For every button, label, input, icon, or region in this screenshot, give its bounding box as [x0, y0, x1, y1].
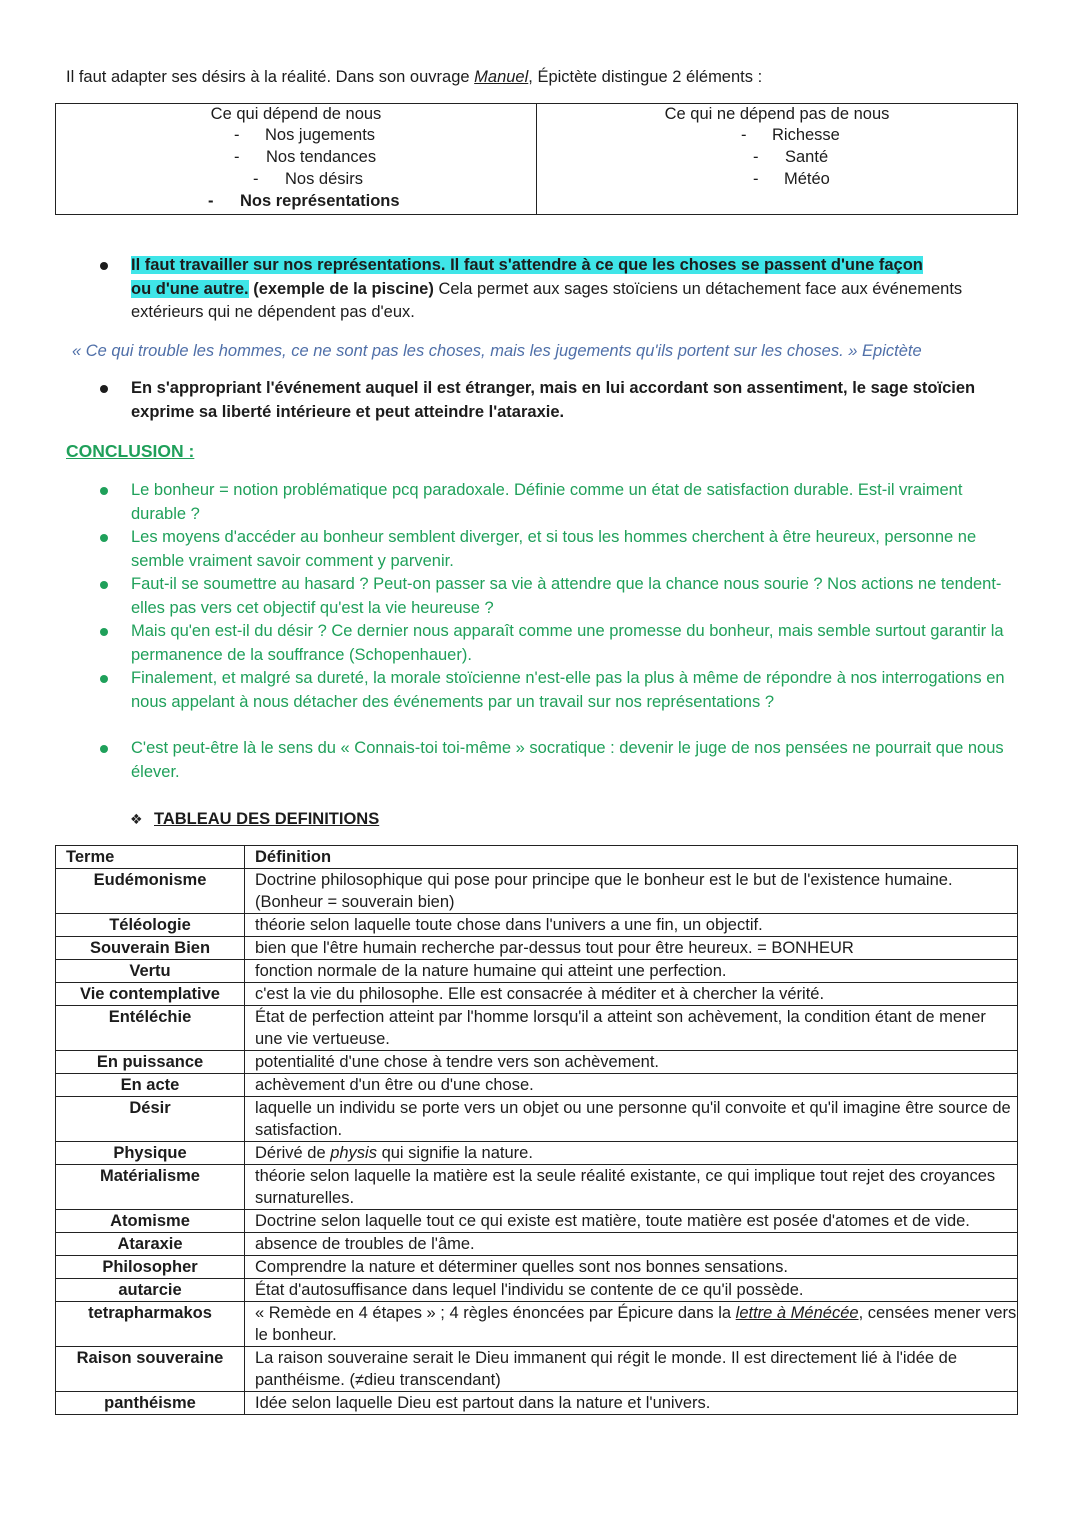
- conclusion-item: Finalement, et malgré sa dureté, la morale stoïcienne n'est-elle pas la plus à même de répondre à nos interrogations en nous appelant à nous détacher des événements par un travail sur nos représentations ?: [131, 669, 1005, 711]
- term-cell: Désir: [56, 1097, 245, 1142]
- term-cell: Physique: [56, 1142, 245, 1165]
- table-row: [56, 1006, 1018, 1051]
- definition-cell: La raison souveraine serait le Dieu immanent qui régit le monde. Il est directement lié à l'idée de panthéisme. (≠dieu transcendant): [245, 1347, 1018, 1392]
- bullet-representations: [131, 254, 1021, 325]
- bullet-ataraxie: En s'appropriant l'événement auquel il est étranger, mais en lui accordant son assentiment, le sage stoïcien exprime sa liberté intérieure et peut atteindre l'ataraxie.: [131, 379, 976, 421]
- definition-cell: Doctrine philosophique qui pose pour principe que le bonheur est le but de l'existence humaine. (Bonheur = souverain bien): [245, 869, 1018, 914]
- bullet-dot: [100, 385, 108, 393]
- definition-cell: Comprendre la nature et déterminer quelles sont nos bonnes sensations.: [245, 1256, 1018, 1279]
- table-row: [56, 983, 1018, 1006]
- example-text: (exemple de la piscine): [248, 279, 434, 298]
- not-depend-item: - Santé: [753, 148, 829, 166]
- term-cell: Téléologie: [56, 914, 245, 937]
- definition-cell: laquelle un individu se porte vers un objet ou une personne qu'il convoite et qu'il imagine être source de satisfaction.: [245, 1097, 1018, 1142]
- not-depend-item: - Météo: [753, 170, 830, 188]
- term-cell: Raison souveraine: [56, 1347, 245, 1392]
- definition-cell: c'est la vie du philosophe. Elle est consacrée à méditer et à chercher la vérité.: [245, 983, 1018, 1006]
- term-cell: Entéléchie: [56, 1006, 245, 1051]
- depend-item: - Nos représentations: [208, 192, 400, 210]
- conclusion-item: Mais qu'en est-il du désir ? Ce dernier nous apparaît comme une promesse du bonheur, mais semble surtout garantir la permanence de la souffrance (Schopenhauer).: [131, 622, 1004, 664]
- term-cell: En puissance: [56, 1051, 245, 1074]
- conclusion-item: Faut-il se soumettre au hasard ? Peut-on passer sa vie à attendre que la chance nous sourie ? Nos actions ne tendent-elles pas vers cet objectif qu'est la vie heureuse ?: [131, 575, 1002, 617]
- epictete-quote: « Ce qui trouble les hommes, ce ne sont pas les choses, mais les jugements qu'ils portent sur les choses. » Epictète: [72, 342, 922, 360]
- lettre-menecee-title: lettre à Ménécée: [735, 1304, 859, 1322]
- table-row: [56, 1392, 1018, 1415]
- table-row: [56, 1347, 1018, 1392]
- term-cell: panthéisme: [56, 1392, 245, 1415]
- bullet-dot: [100, 628, 108, 636]
- definitions-table: [55, 845, 1018, 1415]
- term-cell: Vertu: [56, 960, 245, 983]
- definition-cell: Idée selon laquelle Dieu est partout dans la nature et l'univers.: [245, 1392, 1018, 1415]
- book-title: Manuel: [474, 68, 529, 86]
- not-depend-column: [537, 104, 1018, 215]
- header-term: Terme: [56, 846, 245, 869]
- highlight-text: Il faut travailler sur nos représentations. Il faut s'attendre à ce que les choses se passent d'une façon: [131, 256, 923, 274]
- table-row: [56, 1279, 1018, 1302]
- table-row: [56, 1210, 1018, 1233]
- bullet-dot: [100, 675, 108, 683]
- term-cell: En acte: [56, 1074, 245, 1097]
- depend-item: - Nos tendances: [234, 148, 377, 166]
- depend-column: [56, 104, 537, 215]
- table-row: [56, 1165, 1018, 1210]
- conclusion-item: Le bonheur = notion problématique pcq paradoxale. Définie comme un état de satisfaction durable. Est-il vraiment durable ?: [131, 481, 963, 523]
- bullet-dot: [100, 745, 108, 753]
- definition-cell: théorie selon laquelle toute chose dans l'univers a une fin, un objectif.: [245, 914, 1018, 937]
- diamond-bullet-icon: ❖: [130, 811, 143, 827]
- definition-cell: achèvement d'un être ou d'une chose.: [245, 1074, 1018, 1097]
- definition-cell: Doctrine selon laquelle tout ce qui existe est matière, toute matière est posée d'atomes et de vide.: [245, 1210, 1018, 1233]
- table-row: [56, 914, 1018, 937]
- table-row: [56, 869, 1018, 914]
- definition-cell: État de perfection atteint par l'homme lorsqu'il a atteint son achèvement, la condition étant de mener une vie vertueuse.: [245, 1006, 1018, 1051]
- depend-item: - Nos désirs: [253, 170, 363, 188]
- term-cell: Vie contemplative: [56, 983, 245, 1006]
- not-depend-header: Ce qui ne dépend pas de nous: [664, 105, 890, 123]
- bullet-dot: [100, 262, 108, 270]
- definition-cell: théorie selon laquelle la matière est la seule réalité existante, ce qui implique tout rejet des croyances surnaturelles.: [245, 1165, 1018, 1210]
- term-cell: Matérialisme: [56, 1165, 245, 1210]
- definition-cell: fonction normale de la nature humaine qui atteint une perfection.: [245, 960, 1018, 983]
- intro-paragraph: [66, 66, 762, 88]
- table-row: [56, 960, 1018, 983]
- term-cell: Atomisme: [56, 1210, 245, 1233]
- definition-cell: État d'autosuffisance dans lequel l'individu se contente de ce qu'il possède.: [245, 1279, 1018, 1302]
- header-definition: Définition: [245, 846, 1018, 869]
- bullet-rest-text: Cela permet aux sages stoïciens un détachement face aux événements extérieurs qui ne dépendent pas d'eux.: [131, 279, 963, 321]
- table-row: [56, 1074, 1018, 1097]
- not-depend-item: - Richesse: [741, 126, 840, 144]
- definition-cell: absence de troubles de l'âme.: [245, 1233, 1018, 1256]
- table-row: [56, 937, 1018, 960]
- table-header-row: [56, 846, 1018, 869]
- definition-cell: bien que l'être humain recherche par-dessus tout pour être heureux. = BONHEUR: [245, 937, 1018, 960]
- conclusion-item: C'est peut-être là le sens du « Connais-toi toi-même » socratique : devenir le juge de nos pensées ne pourrait que nous élever.: [131, 739, 1004, 781]
- table-row: [56, 1097, 1018, 1142]
- term-cell: Ataraxie: [56, 1233, 245, 1256]
- table-row: [56, 1233, 1018, 1256]
- table-row: [56, 1051, 1018, 1074]
- term-cell: autarcie: [56, 1279, 245, 1302]
- highlight-text: ou d'une autre.: [131, 279, 249, 298]
- term-cell: Souverain Bien: [56, 937, 245, 960]
- definition-cell: « Remède en 4 étapes » ; 4 règles énoncées par Épicure dans la lettre à Ménécée, censées mener vers le bonheur.: [245, 1302, 1018, 1347]
- conclusion-title: CONCLUSION :: [66, 441, 195, 461]
- term-cell: Eudémonisme: [56, 869, 245, 914]
- physis-word: physis: [330, 1144, 377, 1162]
- epictete-table: [55, 103, 1018, 215]
- bullet-dot: [100, 534, 108, 542]
- conclusion-item: Les moyens d'accéder au bonheur semblent diverger, et si tous les hommes cherchent à être heureux, personne ne semble vraiment savoir comment y parvenir.: [131, 528, 977, 570]
- table-row: [56, 1256, 1018, 1279]
- definitions-heading: [130, 808, 379, 830]
- definition-cell: Dérivé de physis qui signifie la nature.: [245, 1142, 1018, 1165]
- depend-item: - Nos jugements: [234, 126, 376, 144]
- intro-text-before: Il faut adapter ses désirs à la réalité. Dans son ouvrage: [66, 68, 475, 86]
- depend-header: Ce qui dépend de nous: [210, 105, 382, 123]
- table-row: [56, 1142, 1018, 1165]
- definitions-title: TABLEAU DES DEFINITIONS: [154, 810, 380, 828]
- bullet-dot: [100, 581, 108, 589]
- definition-cell: potentialité d'une chose à tendre vers son achèvement.: [245, 1051, 1018, 1074]
- term-cell: tetrapharmakos: [56, 1302, 245, 1347]
- intro-text-after: , Épictète distingue 2 éléments :: [528, 68, 763, 86]
- table-row: [56, 1302, 1018, 1347]
- term-cell: Philosopher: [56, 1256, 245, 1279]
- bullet-dot: [100, 487, 108, 495]
